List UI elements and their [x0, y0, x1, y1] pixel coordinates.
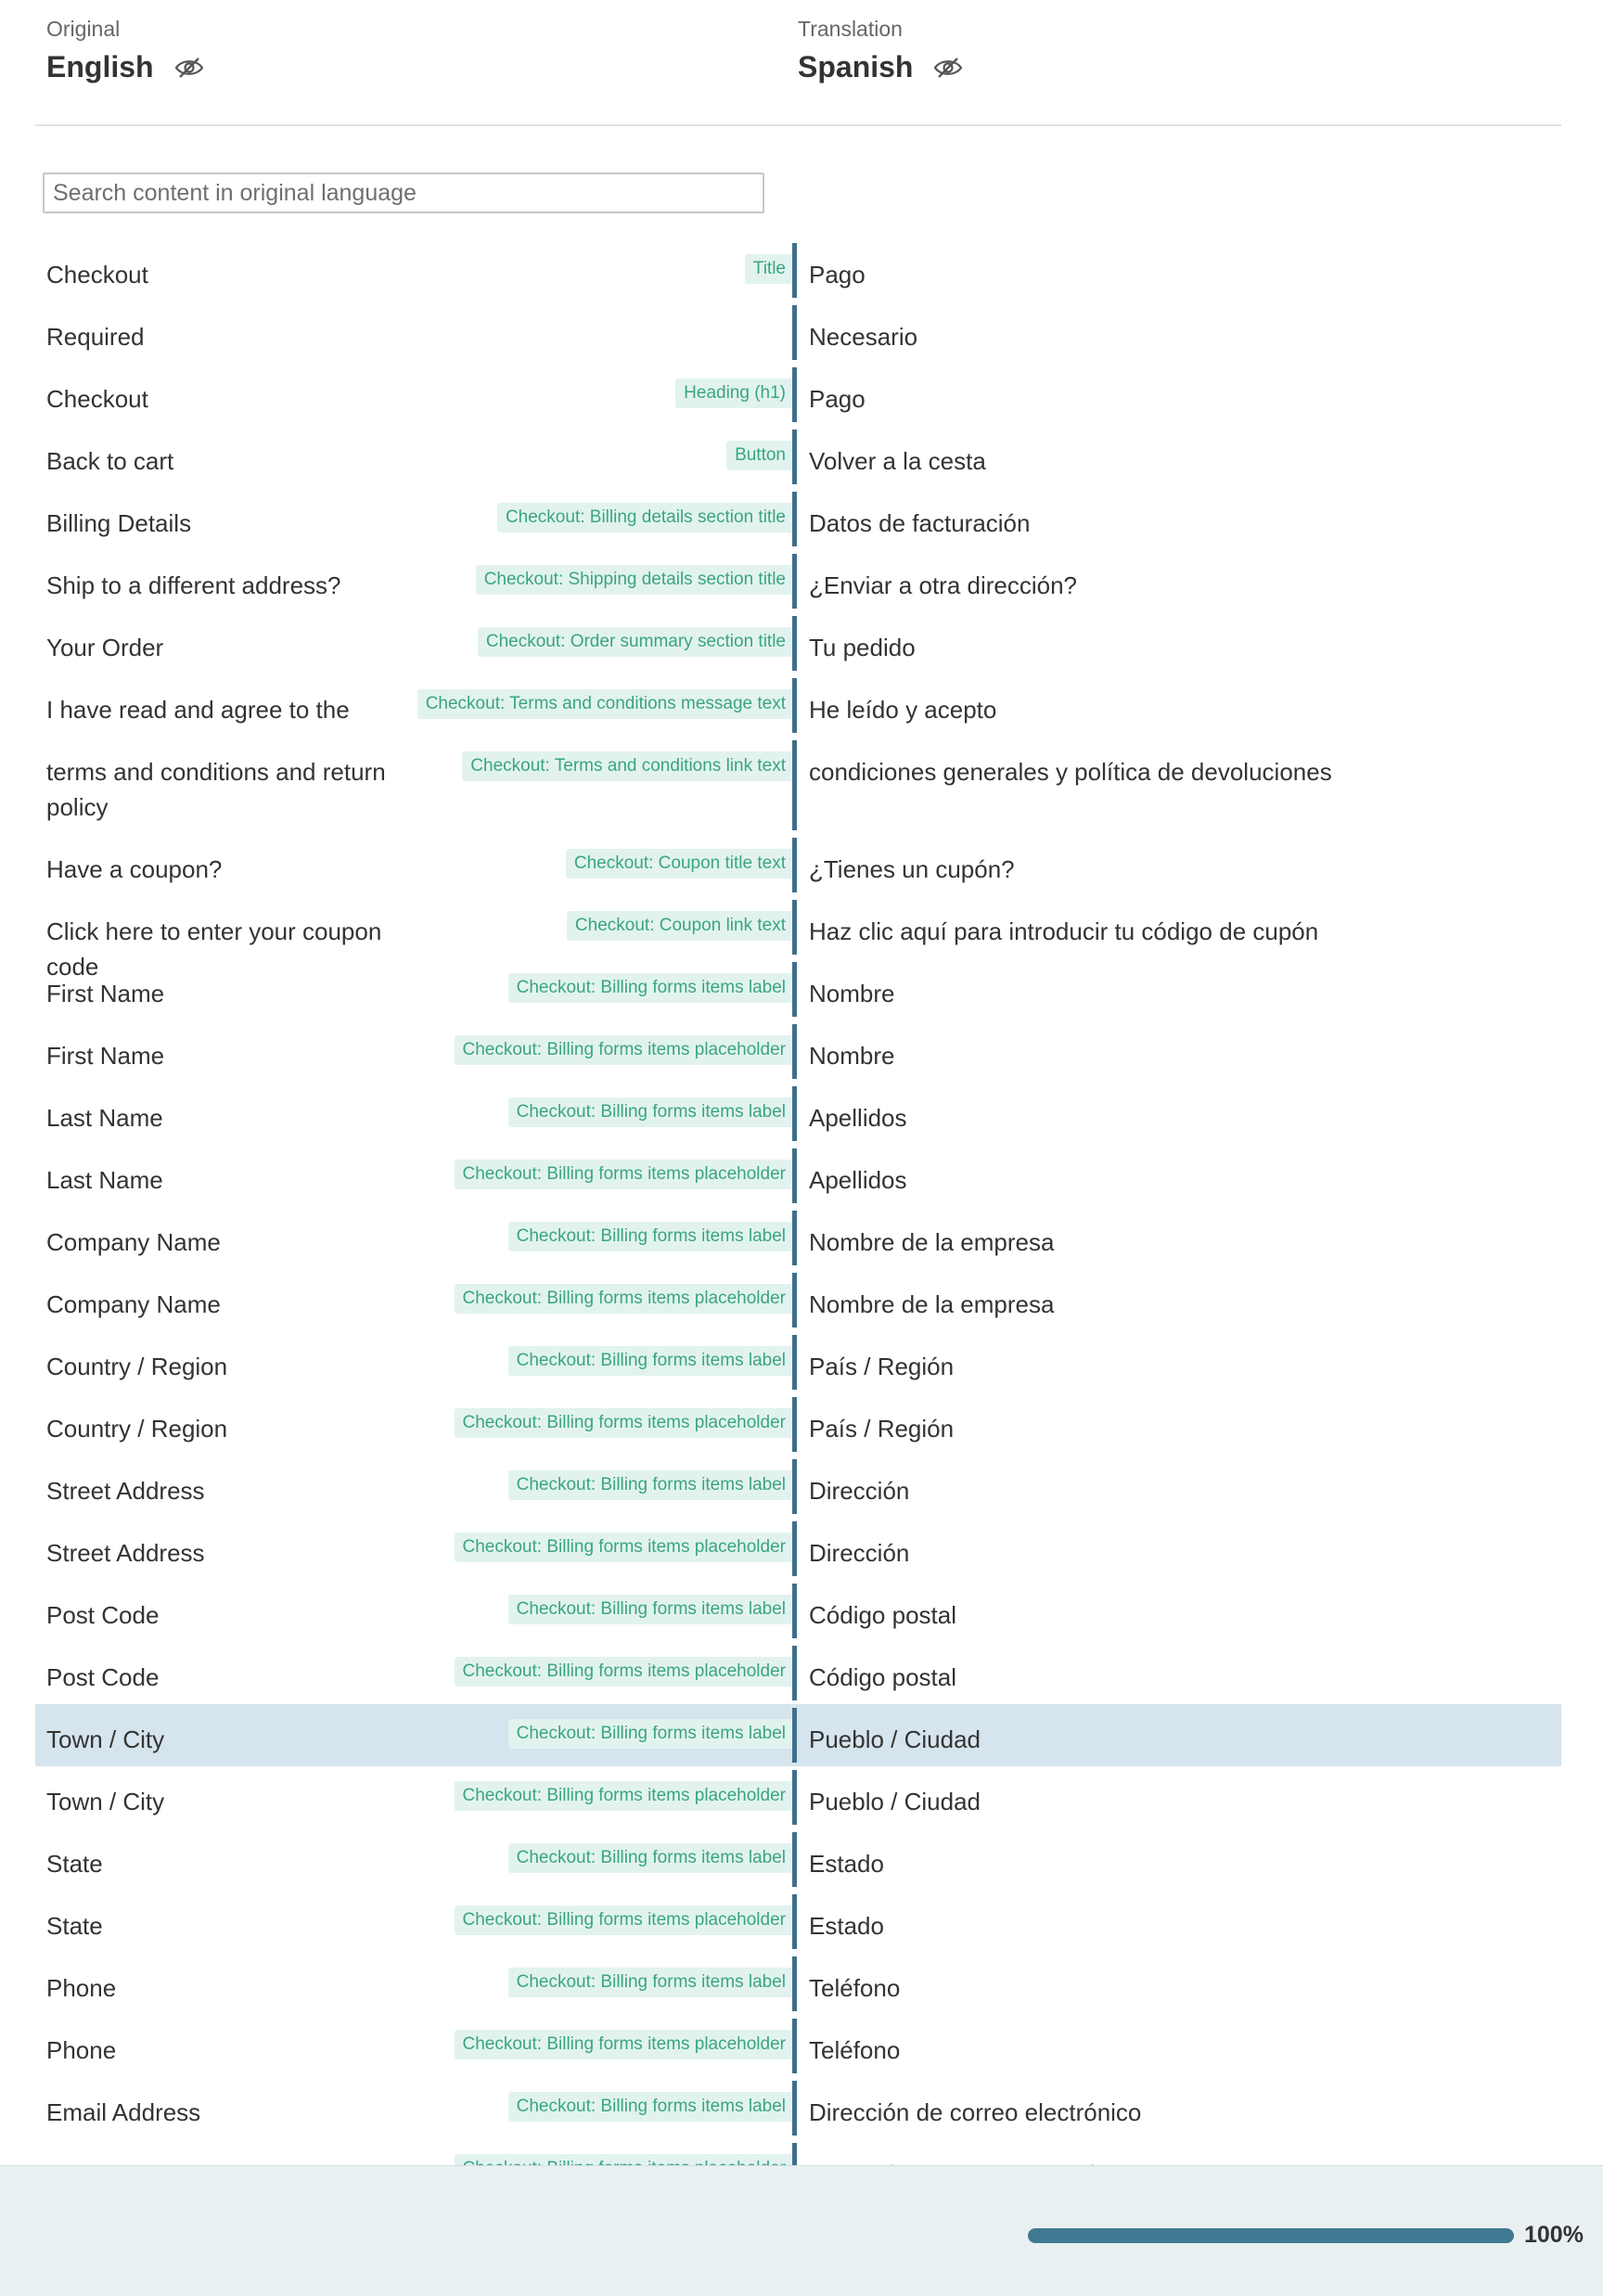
original-cell — [35, 1393, 794, 1456]
original-cell — [35, 1269, 794, 1331]
row-divider-bar — [792, 1584, 797, 1638]
translation-text[interactable]: Pueblo / Ciudad — [809, 1725, 981, 1753]
original-text: Country / Region — [46, 1353, 228, 1380]
eye-slash-icon[interactable] — [933, 57, 963, 79]
original-text: State — [46, 1850, 103, 1878]
original-text: First Name — [46, 980, 165, 1007]
original-cell — [35, 1518, 794, 1580]
context-badge: Checkout: Billing forms items label — [508, 1843, 794, 1873]
row-divider-bar — [792, 243, 797, 298]
row-divider-bar — [792, 1708, 797, 1763]
context-badge: Checkout: Billing forms items placeholder — [455, 1035, 795, 1065]
context-badge: Checkout: Billing forms items placeholder — [455, 1657, 795, 1687]
original-text: Have a coupon? — [46, 855, 223, 883]
original-text: Street Address — [46, 1477, 205, 1505]
context-badge: Heading (h1) — [675, 378, 794, 408]
original-cell — [35, 301, 794, 364]
string-row[interactable] — [35, 1704, 1561, 1766]
translation-text[interactable]: Código postal — [809, 1601, 956, 1629]
row-divider-bar — [792, 1273, 797, 1328]
context-badge: Title — [745, 254, 794, 284]
original-text: I have read and agree to the — [46, 696, 350, 724]
row-divider-bar — [792, 616, 797, 671]
row-divider-bar — [792, 430, 797, 484]
original-cell — [35, 834, 794, 896]
search-input[interactable] — [43, 173, 764, 213]
string-row[interactable] — [35, 426, 1561, 488]
row-divider-bar — [792, 1459, 797, 1514]
string-row[interactable] — [35, 834, 1561, 896]
row-divider-bar — [792, 1335, 797, 1390]
context-badge: Checkout: Billing forms items placeholder — [455, 1408, 795, 1438]
string-row[interactable] — [35, 1393, 1561, 1456]
string-row[interactable] — [35, 1518, 1561, 1580]
context-badge: Button — [726, 441, 794, 470]
string-row[interactable] — [35, 1828, 1561, 1891]
translation-text[interactable]: Dirección — [809, 1539, 910, 1567]
string-row[interactable] — [35, 550, 1561, 612]
original-cell — [35, 364, 794, 426]
original-text: Country / Region — [46, 1415, 228, 1443]
string-row[interactable] — [35, 1331, 1561, 1393]
original-text: Town / City — [46, 1788, 165, 1815]
string-row[interactable] — [35, 1207, 1561, 1269]
context-badge: Checkout: Billing forms items label — [508, 2092, 794, 2122]
context-badge: Checkout: Shipping details section title — [476, 565, 794, 595]
string-row[interactable] — [35, 1020, 1561, 1083]
original-cell — [35, 2015, 794, 2077]
translation-text[interactable]: Datos de facturación — [809, 509, 1031, 537]
translation-text[interactable]: Nombre — [809, 980, 895, 1007]
original-cell — [35, 958, 794, 1020]
original-text: Company Name — [46, 1228, 221, 1256]
row-divider-bar — [792, 2081, 797, 2136]
original-text: State — [46, 1912, 103, 1940]
header-divider — [35, 124, 1561, 126]
string-row[interactable] — [35, 2077, 1561, 2139]
string-row[interactable] — [35, 1083, 1561, 1145]
original-cell — [35, 1704, 794, 1766]
row-divider-bar — [792, 1211, 797, 1265]
row-divider-bar — [792, 554, 797, 609]
original-cell — [35, 1207, 794, 1269]
context-badge: Checkout: Order summary section title — [478, 627, 794, 657]
context-badge: Checkout: Billing forms items label — [508, 1595, 794, 1624]
context-badge: Checkout: Billing forms items placeholder — [455, 1160, 795, 1189]
translation-text[interactable]: Apellidos — [809, 1104, 907, 1132]
translation-text[interactable]: Necesario — [809, 323, 918, 351]
context-badge: Checkout: Billing forms items placeholder — [455, 1284, 795, 1314]
original-text: Required — [46, 323, 145, 351]
original-cell — [35, 1456, 794, 1518]
original-text: Email Address — [46, 2098, 201, 2126]
row-divider-bar — [792, 367, 797, 422]
original-cell — [35, 1145, 794, 1207]
translation-text[interactable]: Estado — [809, 1912, 884, 1940]
original-text: Checkout — [46, 261, 148, 289]
original-text: First Name — [46, 1042, 165, 1070]
original-cell — [35, 1766, 794, 1828]
context-badge: Checkout: Billing forms items label — [508, 1346, 794, 1376]
row-divider-bar — [792, 1397, 797, 1452]
original-text: Post Code — [46, 1663, 160, 1691]
string-row[interactable] — [35, 1456, 1561, 1518]
string-row[interactable] — [35, 2015, 1561, 2077]
original-cell — [35, 1331, 794, 1393]
original-text: terms and conditions and return policy — [46, 758, 386, 821]
context-badge: Checkout: Billing forms items placeholder — [455, 1533, 795, 1562]
translation-text[interactable]: condiciones generales y política de devoluciones — [809, 758, 1332, 786]
translation-text[interactable]: Apellidos — [809, 1166, 907, 1194]
string-row[interactable] — [35, 737, 1561, 834]
original-cell — [35, 1083, 794, 1145]
string-row[interactable] — [35, 1580, 1561, 1642]
original-cell — [35, 239, 794, 301]
row-divider-bar — [792, 1521, 797, 1576]
original-cell — [35, 1642, 794, 1704]
translation-text[interactable]: ¿Enviar a otra dirección? — [809, 571, 1078, 599]
eye-slash-icon[interactable] — [174, 57, 204, 79]
translation-text[interactable]: Nombre de la empresa — [809, 1290, 1055, 1318]
string-row[interactable] — [35, 958, 1561, 1020]
original-text: Back to cart — [46, 447, 174, 475]
translation-text[interactable]: Teléfono — [809, 2036, 901, 2064]
original-cell — [35, 1953, 794, 2015]
translation-text[interactable]: País / Región — [809, 1353, 955, 1380]
string-row[interactable] — [35, 239, 1561, 301]
row-divider-bar — [792, 1770, 797, 1825]
original-cell — [35, 896, 794, 981]
string-row[interactable] — [35, 488, 1561, 550]
row-divider-bar — [792, 305, 797, 360]
translation-text[interactable]: Pago — [809, 385, 866, 413]
string-row[interactable] — [35, 1145, 1561, 1207]
translation-text[interactable]: Nombre — [809, 1042, 895, 1070]
row-divider-bar — [792, 1148, 797, 1203]
translation-rows — [35, 239, 1561, 2165]
progress-bar-fill — [1028, 2228, 1514, 2243]
original-cell — [35, 2077, 794, 2139]
original-cell — [35, 1828, 794, 1891]
original-cell — [35, 550, 794, 612]
original-text: Phone — [46, 1974, 117, 2002]
translation-text[interactable]: He leído y acepto — [809, 696, 997, 724]
original-cell — [35, 488, 794, 550]
context-badge: Checkout: Coupon title text — [566, 849, 794, 879]
context-badge: Checkout: Terms and conditions message text — [417, 689, 794, 719]
context-badge: Checkout: Billing details section title — [497, 503, 794, 532]
context-badge: Checkout: Billing forms items label — [508, 1222, 794, 1251]
translation-text[interactable]: Volver a la cesta — [809, 447, 986, 475]
context-badge: Checkout: Billing forms items placeholder — [455, 1905, 795, 1935]
context-badge: Checkout: Billing forms items placeholder — [455, 1781, 795, 1811]
row-divider-bar — [792, 900, 797, 955]
row-divider-bar — [792, 1832, 797, 1887]
original-text: Last Name — [46, 1166, 163, 1194]
original-cell — [35, 674, 794, 737]
original-cell — [35, 612, 794, 674]
translation-text[interactable]: Pueblo / Ciudad — [809, 1788, 981, 1815]
translation-text[interactable]: ¿Tienes un cupón? — [809, 855, 1015, 883]
language-header — [0, 0, 1603, 125]
original-label: Original — [46, 17, 121, 41]
translation-text[interactable]: Haz clic aquí para introducir tu código de cupón — [809, 917, 1319, 945]
original-cell — [35, 426, 794, 488]
row-divider-bar — [792, 1024, 797, 1079]
string-row[interactable] — [35, 1269, 1561, 1331]
original-text: Street Address — [46, 1539, 205, 1567]
row-divider-bar — [792, 492, 797, 546]
original-language-column — [46, 17, 204, 84]
original-text: Click here to enter your coupon code — [46, 917, 382, 981]
translation-language-column — [798, 17, 963, 84]
original-text: Your Order — [46, 634, 164, 661]
string-row[interactable] — [35, 1766, 1561, 1828]
translation-label: Translation — [798, 17, 903, 41]
translation-text[interactable]: Teléfono — [809, 1974, 901, 2002]
row-divider-bar — [792, 838, 797, 892]
context-badge: Checkout: Terms and conditions link text — [462, 751, 794, 781]
original-cell — [35, 737, 794, 834]
translation-language-name: Spanish — [798, 50, 914, 83]
string-row[interactable] — [35, 364, 1561, 426]
translation-text[interactable]: Nombre de la empresa — [809, 1228, 1055, 1256]
row-divider-bar — [792, 2019, 797, 2073]
row-divider-bar — [792, 1086, 797, 1141]
context-badge: Checkout: Billing forms items label — [508, 973, 794, 1003]
string-row[interactable] — [35, 301, 1561, 364]
string-row[interactable] — [35, 612, 1561, 674]
row-divider-bar — [792, 1894, 797, 1949]
original-text: Town / City — [46, 1725, 165, 1753]
translation-text[interactable]: Tu pedido — [809, 634, 916, 661]
translation-text[interactable]: Pago — [809, 261, 866, 289]
context-badge: Checkout: Coupon link text — [567, 911, 794, 941]
string-row[interactable] — [35, 1642, 1561, 1704]
context-badge: Checkout: Billing forms items label — [508, 1470, 794, 1500]
row-divider-bar — [792, 1646, 797, 1700]
original-text: Checkout — [46, 385, 148, 413]
row-divider-bar — [792, 1956, 797, 2011]
original-text: Ship to a different address? — [46, 571, 341, 599]
context-badge: Checkout: Billing forms items label — [508, 1097, 794, 1127]
context-badge: Checkout: Billing forms items label — [508, 1968, 794, 1997]
context-badge: Checkout: Billing forms items label — [508, 1719, 794, 1749]
translation-text[interactable]: Dirección — [809, 1477, 910, 1505]
string-row[interactable] — [35, 896, 1561, 981]
progress-label: 100% — [1524, 2222, 1584, 2248]
row-divider-bar — [792, 740, 797, 830]
row-divider-bar — [792, 678, 797, 733]
original-text: Phone — [46, 2036, 117, 2064]
progress-bar — [1028, 2228, 1514, 2243]
original-text: Billing Details — [46, 509, 192, 537]
original-language-name: English — [46, 50, 154, 83]
translation-text[interactable]: Estado — [809, 1850, 884, 1878]
translation-text[interactable]: País / Región — [809, 1415, 955, 1443]
original-text: Company Name — [46, 1290, 221, 1318]
original-cell — [35, 1891, 794, 1953]
original-text: Last Name — [46, 1104, 163, 1132]
translation-text[interactable]: Código postal — [809, 1663, 956, 1691]
string-row[interactable] — [35, 1953, 1561, 2015]
row-divider-bar — [792, 962, 797, 1017]
context-badge: Checkout: Billing forms items placeholder — [455, 2030, 795, 2059]
string-row[interactable] — [35, 1891, 1561, 1953]
original-cell — [35, 1020, 794, 1083]
translation-text[interactable]: Dirección de correo electrónico — [809, 2098, 1142, 2126]
original-cell — [35, 1580, 794, 1642]
progress-footer — [0, 2165, 1603, 2296]
original-text: Post Code — [46, 1601, 160, 1629]
string-row[interactable] — [35, 674, 1561, 737]
